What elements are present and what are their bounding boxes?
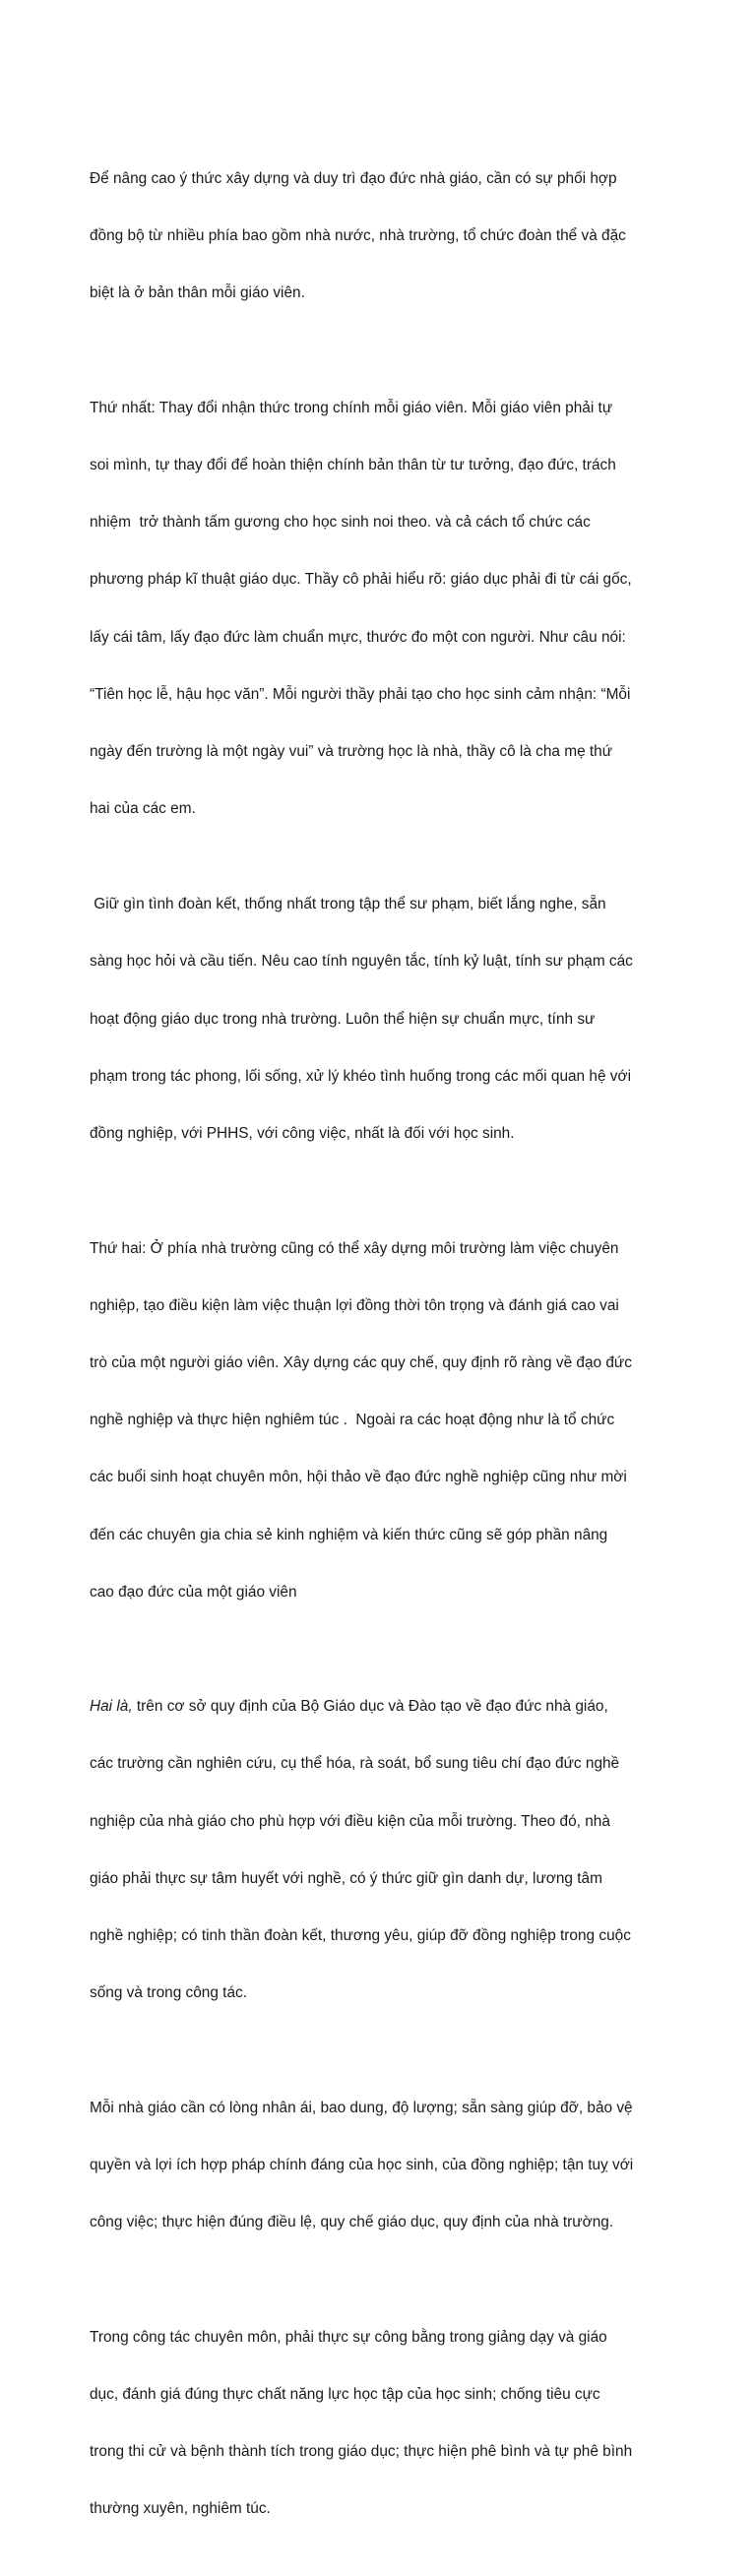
text-line: nghiệp, tạo điều kiện làm việc thuận lợi đồng thời tôn trọng và đánh giá cao vai: [90, 1296, 619, 1314]
text-line: nhiệm trở thành tấm gương cho học sinh noi theo. và cả cách tổ chức các: [90, 514, 591, 532]
paragraph-intro: [90, 131, 680, 341]
text-line: biệt là ở bản thân mỗi giáo viên.: [90, 284, 305, 302]
text-line: [90, 1697, 680, 1716]
text-line: Thứ hai: Ở phía nhà trường cũng có thể xây dựng môi trường làm việc chuyên: [90, 1239, 619, 1257]
text-line: Trong công tác chuyên môn, phải thực sự công bằng trong giảng dạy và giáo: [90, 2328, 607, 2346]
text-line: “Tiên học lễ, hậu học văn”. Mỗi người thầy phải tạo cho học sinh cảm nhận: “Mỗi: [90, 685, 631, 703]
paragraph-compassion: [90, 2060, 680, 2270]
paragraph-professional: [90, 2290, 680, 2557]
text-line: giáo phải thực sự tâm huyết với nghề, có ý thức giữ gìn danh dự, lương tâm: [90, 1869, 602, 1887]
document-page: [90, 131, 680, 2576]
text-line: nghề nghiệp và thực hiện nghiêm túc . Ngoài ra các hoạt động như là tổ chức: [90, 1412, 615, 1429]
text-line: phạm trong tác phong, lối sống, xử lý khéo tình huống trong các mối quan hệ với: [90, 1067, 631, 1085]
text-line: thường xuyên, nghiêm túc.: [90, 2500, 271, 2518]
text-line: sàng học hỏi và cầu tiến. Nêu cao tính nguyên tắc, tính kỷ luật, tính sư phạm các: [90, 953, 633, 971]
paragraph-second-point: [90, 1201, 680, 1640]
text-line: soi mình, tự thay đổi để hoàn thiện chính bản thân từ tư tưởng, đạo đức, trách: [90, 456, 616, 473]
text-line: nghiệp của nhà giáo cho phù hợp với điều kiện của mỗi trường. Theo đó, nhà: [90, 1812, 610, 1830]
text-line: Giữ gìn tình đoàn kết, thống nhất trong tập thể sư phạm, biết lắng nghe, sẵn: [90, 896, 606, 913]
text-line: cao đạo đức của một giáo viên: [90, 1583, 297, 1601]
text-line: đến các chuyên gia chia sẻ kinh nghiệm và kiến thức cũng sẽ góp phần nâng: [90, 1526, 608, 1543]
text-line: hai của các em.: [90, 800, 196, 818]
text-line: đồng bộ từ nhiều phía bao gồm nhà nước, nhà trường, tổ chức đoàn thể và đặc: [90, 227, 626, 245]
text-line: công việc; thực hiện đúng điều lệ, quy chế giáo dục, quy định của nhà trường.: [90, 2214, 614, 2231]
text-line: Để nâng cao ý thức xây dựng và duy trì đạo đức nhà giáo, cần có sự phối hợp: [90, 169, 617, 187]
text-line: các buổi sinh hoạt chuyên môn, hội thảo về đạo đức nghề nghiệp cũng như mời: [90, 1469, 627, 1486]
text-line: ngày đến trường là một ngày vui” và trường học là nhà, thầy cô là cha mẹ thứ: [90, 742, 613, 760]
text-line: trong thi cử và bệnh thành tích trong giáo dục; thực hiện phê bình và tự phê bình: [90, 2443, 633, 2461]
text-line: quyền và lợi ích hợp pháp chính đáng của học sinh, của đồng nghiệp; tận tuỵ với: [90, 2157, 634, 2173]
text-line: hoạt động giáo dục trong nhà trường. Luôn thể hiện sự chuẩn mực, tính sư: [90, 1010, 596, 1028]
text-line: nghề nghiệp; có tinh thần đoàn kết, thương yêu, giúp đỡ đồng nghiệp trong cuộc: [90, 1927, 631, 1945]
paragraph-first-point: [90, 360, 680, 857]
text-line: trò của một người giáo viên. Xây dựng các quy chế, quy định rõ ràng về đạo đức: [90, 1353, 632, 1371]
text-line: Thứ nhất: Thay đổi nhận thức trong chính mỗi giáo viên. Mỗi giáo viên phải tự: [90, 399, 613, 416]
text-line-rest: trên cơ sở quy định của Bộ Giáo dục và Đào tạo về đạo đức nhà giáo,: [132, 1698, 608, 1716]
text-line: Mỗi nhà giáo cần có lòng nhân ái, bao dung, độ lượng; sẵn sàng giúp đỡ, bảo vệ: [90, 2099, 633, 2116]
text-line: các trường cần nghiên cứu, cụ thể hóa, rà soát, bổ sung tiêu chí đạo đức nghề: [90, 1755, 620, 1773]
text-line: dục, đánh giá đúng thực chất năng lực học tập của học sinh; chống tiêu cực: [90, 2385, 600, 2403]
text-line: sống và trong công tác.: [90, 1984, 247, 2002]
paragraph-hai-la: [90, 1659, 680, 2041]
text-line: phương pháp kĩ thuật giáo dục. Thầy cô phải hiểu rõ: giáo dục phải đi từ cái gốc,: [90, 571, 632, 589]
italic-lead: Hai là,: [90, 1698, 133, 1716]
text-line: lấy cái tâm, lấy đạo đức làm chuẩn mực, thước đo một con người. Như câu nói:: [90, 628, 626, 646]
paragraph-solidarity: [90, 856, 680, 1181]
text-line: đồng nghiệp, với PHHS, với công việc, nhất là đối với học sinh.: [90, 1125, 515, 1143]
